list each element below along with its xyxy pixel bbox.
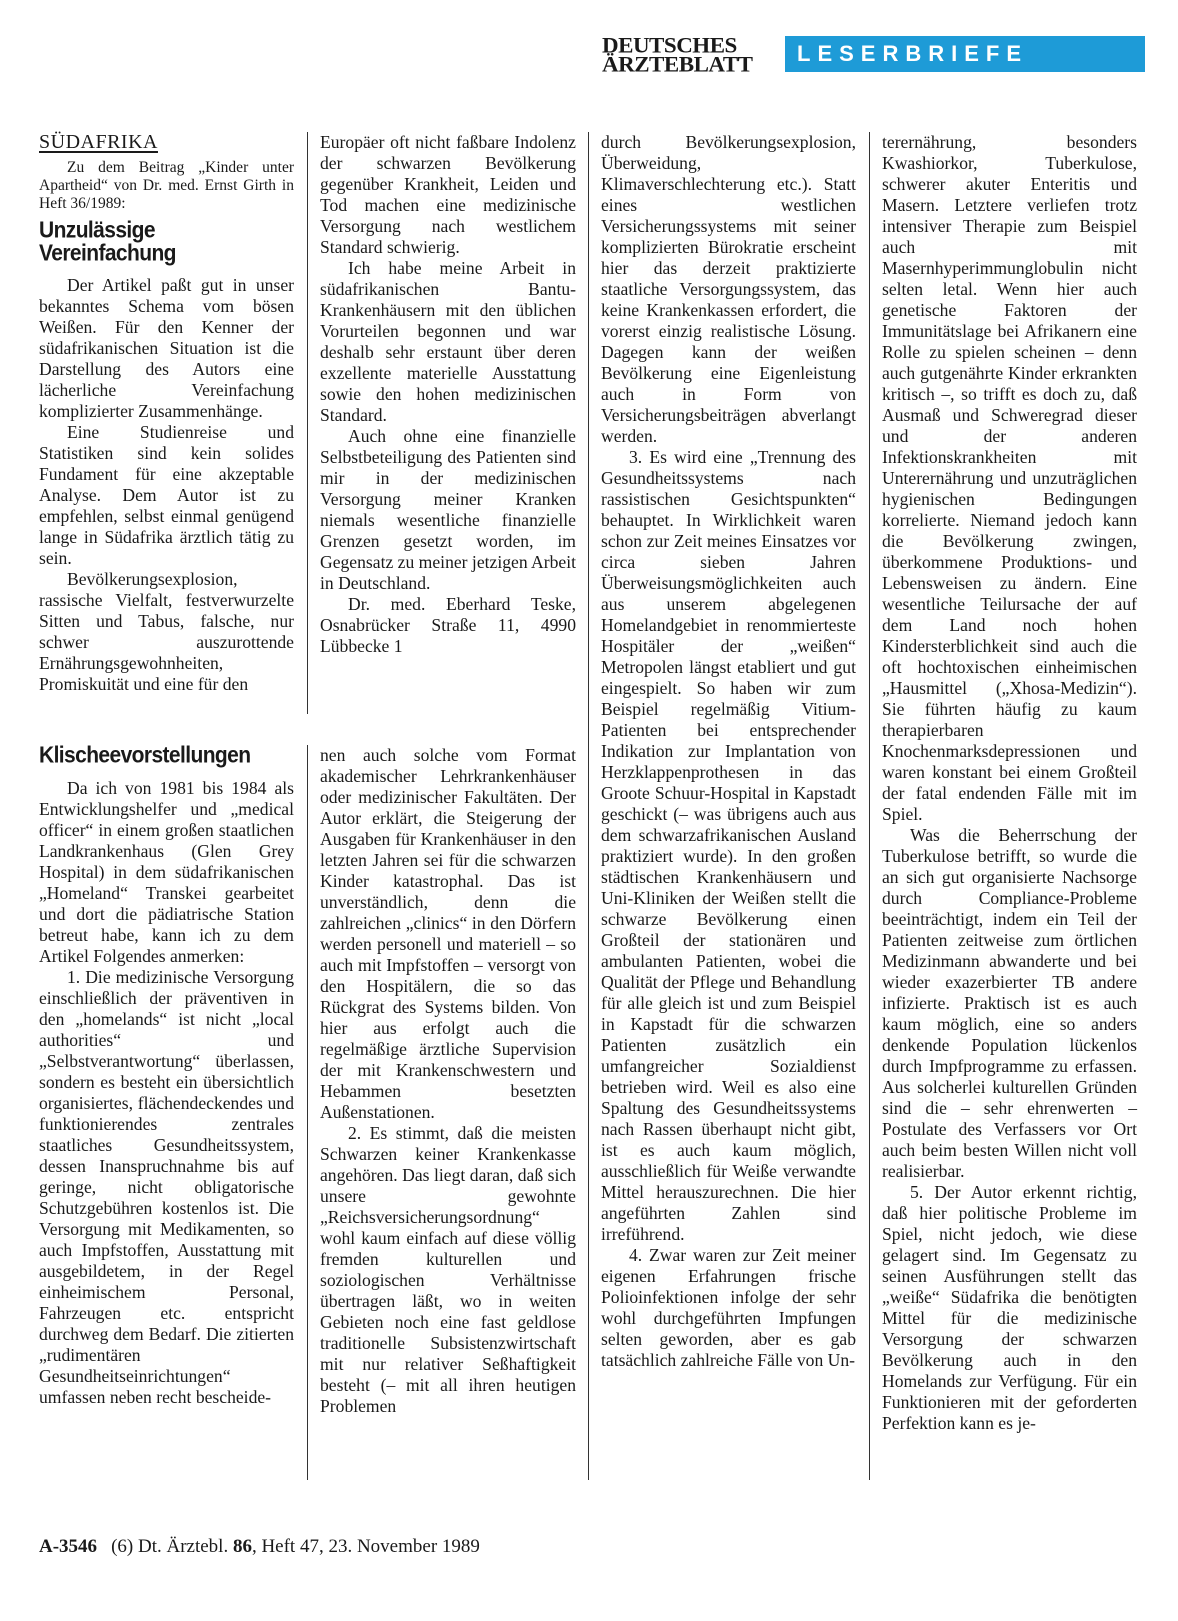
article2-column3 [601, 132, 856, 1371]
article1-column2 [320, 132, 576, 657]
paragraph: Auch ohne eine finanzielle Selbstbeteiligung des Patienten sind mir in der medizinischen Versorgung meiner Kranken niemals wesentliche finanzielle Grenzen gesetzt worden, im Gegensatz zu meiner jetzigen Arbeit in Deutschland. [320, 426, 576, 593]
paragraph: Bevölkerungsexplosion, rassische Vielfalt, festverwurzelte Sitten und Tabus, falsche, nur schwer auszurottende Ernährungsgewohnheiten, Promiskuität und eine für den [39, 569, 294, 694]
paragraph: Europäer oft nicht faßbare Indolenz der schwarzen Bevölkerung gegenüber Krankheit, Leiden und Tod machen eine medizinische Versorgung nach westlichem Standard schwierig. [320, 132, 576, 257]
paragraph: Eine Studienreise und Statistiken sind kein solides Fundament für eine akzeptable Analyse. Dem Autor ist zu empfehlen, selbst einmal genügend lange in Südafrika ärztlich tätig zu sein. [39, 422, 294, 568]
paragraph: Ich habe meine Arbeit in südafrikanischen Bantu-Krankenhäusern mit den üblichen Vorurteilen begonnen und war deshalb sehr erstaunt über deren exzellente materielle Ausstattung sowie den hohen medizinischen Standard. [320, 258, 576, 425]
citation-journal: (6) Dt. Ärztebl. [111, 1536, 233, 1557]
paragraph: nen auch solche vom Format akademischer Lehrkrankenhäuser oder medizinischer Fakultäten. Der Autor erklärt, die Steigerung der Ausgaben für Krankenhäuser in den letzten Jahren sei für die schwarzen Kinder katastrophal. Das ist unverständlich, denn die zahlreichen „clinics“ in den Dörfern werden personell und materiell – so auch mit Impfstoffen – versorgt von den Hospitälern, die so das Rückgrat des Systems bilden. Von hier aus erfolgt auch die regelmäßige ärztliche Supervision der mit Krankenschwestern und Hebammen besetzten Außenstationen. [320, 745, 576, 1122]
paragraph: Was die Beherrschung der Tuberkulose betrifft, so wurde die an sich gut organisierte Nachsorge durch Compliance-Probleme beeinträchtigt, indem ein Teil der Patienten zeitweise zum örtlichen Medizinmann abwanderte und bei wieder exazerbierter TB andere infizierte. Praktisch ist es auch kaum möglich, eine so anders denkende Population lückenlos durch Impfprogramme zu erfassen. Aus solcherlei kulturellen Gründen sind die – sehr ehrenwerten – Postulate des Verfassers vor Ort auch beim besten Willen nicht voll realisierbar. [882, 825, 1137, 1181]
paragraph: 2. Es stimmt, daß die meisten Schwarzen keiner Krankenkasse angehören. Das liegt daran, daß sich unsere gewohnte „Reichsversicherungsordnung“ wohl kaum einfach auf diese völlig fremden kulturellen und soziologischen Verhältnisse übertragen läßt, wo in weiten Gebieten noch eine fast geldlose traditionelle Subsistenzwirtschaft mit nur relativer Seßhaftigkeit besteht (– mit all ihren heutigen Problemen [320, 1123, 576, 1416]
paragraph: terernährung, besonders Kwashiorkor, Tuberkulose, schwerer akuter Enteritis und Masern. Letztere verliefen trotz intensiver Therapie zum Beispiel auch mit Masernhyperimmunglobulin nicht selten letal. Wenn hier auch genetische Faktoren der Immunitätslage bei Afrikanern eine Rolle zu spielen scheinen – denn auch gutgenährte Kinder erkrankten kritisch –, so trifft es doch zu, daß Ausmaß und Schweregrad dieser und der anderen Infektionskrankheiten mit Unterernährung und unzuträglichen hygienischen Bedingungen korrelierte. Niemand jedoch kann die Bevölkerung zwingen, überkommene Produktions- und Lebensweisen zu ändern. Eine wesentliche Teilursache der auf dem Land noch hohen Kindersterblichkeit sind auch die oft hochtoxischen einheimischen „Hausmittel („Xhosa-Medizin“). Sie führten häufig zu kaum therapierbaren Knochenmarksdepressionen und waren konstant bei einem Großteil der fatal endenden Fälle mit im Spiel. [882, 132, 1137, 824]
author-signature: Dr. med. Eberhard Teske, Osnabrücker Straße 11, 4990 Lübbecke 1 [320, 594, 576, 656]
article1-headline: Unzulässige Vereinfachung [39, 217, 176, 267]
masthead-line2: ÄRZTEBLATT [602, 52, 753, 77]
article2-column4 [882, 132, 1137, 1434]
paragraph: durch Bevölkerungsexplosion, Überweidung, Klimaverschlechterung etc.). Statt eines westlichen Versicherungssystems mit seiner komplizierten Bürokratie erscheint hier das derzeit praktizierte staatliche Versorgungssystem, das keine Krankenkassen erfordert, die vorerst einzig realistische Lösung. Dagegen kann der weißen Bevölkerung eine Eigenleistung auch in Form von Versicherungsbeiträgen abverlangt werden. [601, 132, 856, 446]
column-rule [869, 132, 870, 1480]
column-rule [588, 132, 589, 1480]
paragraph: 4. Zwar waren zur Zeit meiner eigenen Erfahrungen frische Polioinfektionen infolge der sehr wohl durchgeführten Impfungen selten geworden, aber es gab tatsächlich zahlreiche Fälle von Un- [601, 1245, 856, 1370]
masthead-line1: DEUTSCHES [602, 33, 737, 58]
paragraph: 3. Es wird eine „Trennung des Gesundheitssystems nach rassistischen Gesichtspunkten“ behauptet. In Wirklichkeit waren schon zur Zeit meines Einsatzes vor circa sieben Jahren Überweisungsmöglichkeiten auch aus unserem abgelegenen Homelandgebiet in renommierteste Hospitäler der „weißen“ Metropolen längst etabliert und gut eingespielt. So haben wir zum Beispiel regelmäßig Vitium-Patienten bei entsprechender Indikation zur Implantation von Herzklappenprothesen in das Groote Schuur-Hospital in Kapstadt geschickt (– was übrigens auch aus dem schwarzafrikanischen Ausland praktiziert wurde). In den großen städtischen Krankenhäusern und Uni-Kliniken der Weißen stellt die schwarze Bevölkerung einen Großteil der stationären und ambulanten Patienten, wobei die Qualität der Pflege und Behandlung für alle gleich ist und zum Beispiel in Kapstadt für die schwarzen Patienten zusätzlich ein umfangreicher Sozialdienst betrieben wird. Weil es also eine Spaltung des Gesundheitssystems nach Rassen überhaupt nicht gibt, ist es auch kaum möglich, ausschließlich für Weiße verwandte Mittel herauszurechnen. Die hier angeführten Zahlen sind irreführend. [601, 447, 856, 1244]
article2-headline: Klischeevorstellungen [39, 742, 251, 769]
column-rule [307, 745, 308, 1480]
journal-masthead [602, 33, 772, 77]
paragraph: 1. Die medizinische Versorgung einschließlich der präventiven in den „homelands“ ist nicht „local authorities“ und „Selbstverantwortung“ überlassen, sondern es besteht ein übersichtlich organisiertes, flächendeckendes und funktionierendes zentrales staatliches Gesundheitssystem, dessen Inanspruchnahme bis auf geringe, nicht obligatorische Schutzgebühren kostenlos ist. Die Versorgung mit Medikamenten, so auch Impfstoffen, Ausstattung mit ausgebildetem, in der Regel einheimischem Personal, Fahrzeugen etc. entspricht durchweg dem Bedarf. Die zitierten „rudimentären Gesundheitseinrichtungen“ umfassen neben recht bescheide- [39, 967, 294, 1407]
page-footer [39, 1536, 480, 1558]
reference-intro: Zu dem Beitrag „Kinder unter Apartheid“ von Dr. med. Ernst Girth in Heft 36/1989: [39, 159, 294, 212]
column-rule [307, 132, 308, 714]
citation-volume: 86 [232, 1536, 252, 1557]
section-label: LESERBRIEFE [785, 36, 1145, 72]
paragraph: 5. Der Autor erkennt richtig, daß hier politische Probleme im Spiel, nicht jedoch, wie diese gelagert sind. Im Gegensatz zu seinen Ausführungen stellt das „weiße“ Südafrika die benötigten Mittel für die medizinische Versorgung der schwarzen Bevölkerung auch in den Homelands zur Verfügung. Für ein Funktionieren mit der geforderten Perfektion kann es je- [882, 1182, 1137, 1433]
page-number: A-3546 [39, 1536, 98, 1557]
topic-kicker: SÜDAFRIKA [39, 131, 158, 153]
article2-column1 [39, 742, 294, 1408]
article1-column1 [39, 132, 294, 695]
paragraph: Da ich von 1981 bis 1984 als Entwicklungshelfer und „medical officer“ in einem großen staatlichen Landkrankenhaus (Glen Grey Hospital) in dem südafrikanischen „Homeland“ Transkei gearbeitet und dort die pädiatrische Station betreut habe, kann ich zu dem Artikel Folgendes anmerken: [39, 778, 294, 966]
citation-issue: , Heft 47, 23. November 1989 [251, 1536, 480, 1557]
article2-column2 [320, 745, 576, 1417]
paragraph: Der Artikel paßt gut in unser bekanntes Schema vom bösen Weißen. Für den Kenner der südafrikanischen Situation ist die Darstellung des Autors eine lächerliche Vereinfachung komplizierter Zusammenhänge. [39, 275, 294, 421]
